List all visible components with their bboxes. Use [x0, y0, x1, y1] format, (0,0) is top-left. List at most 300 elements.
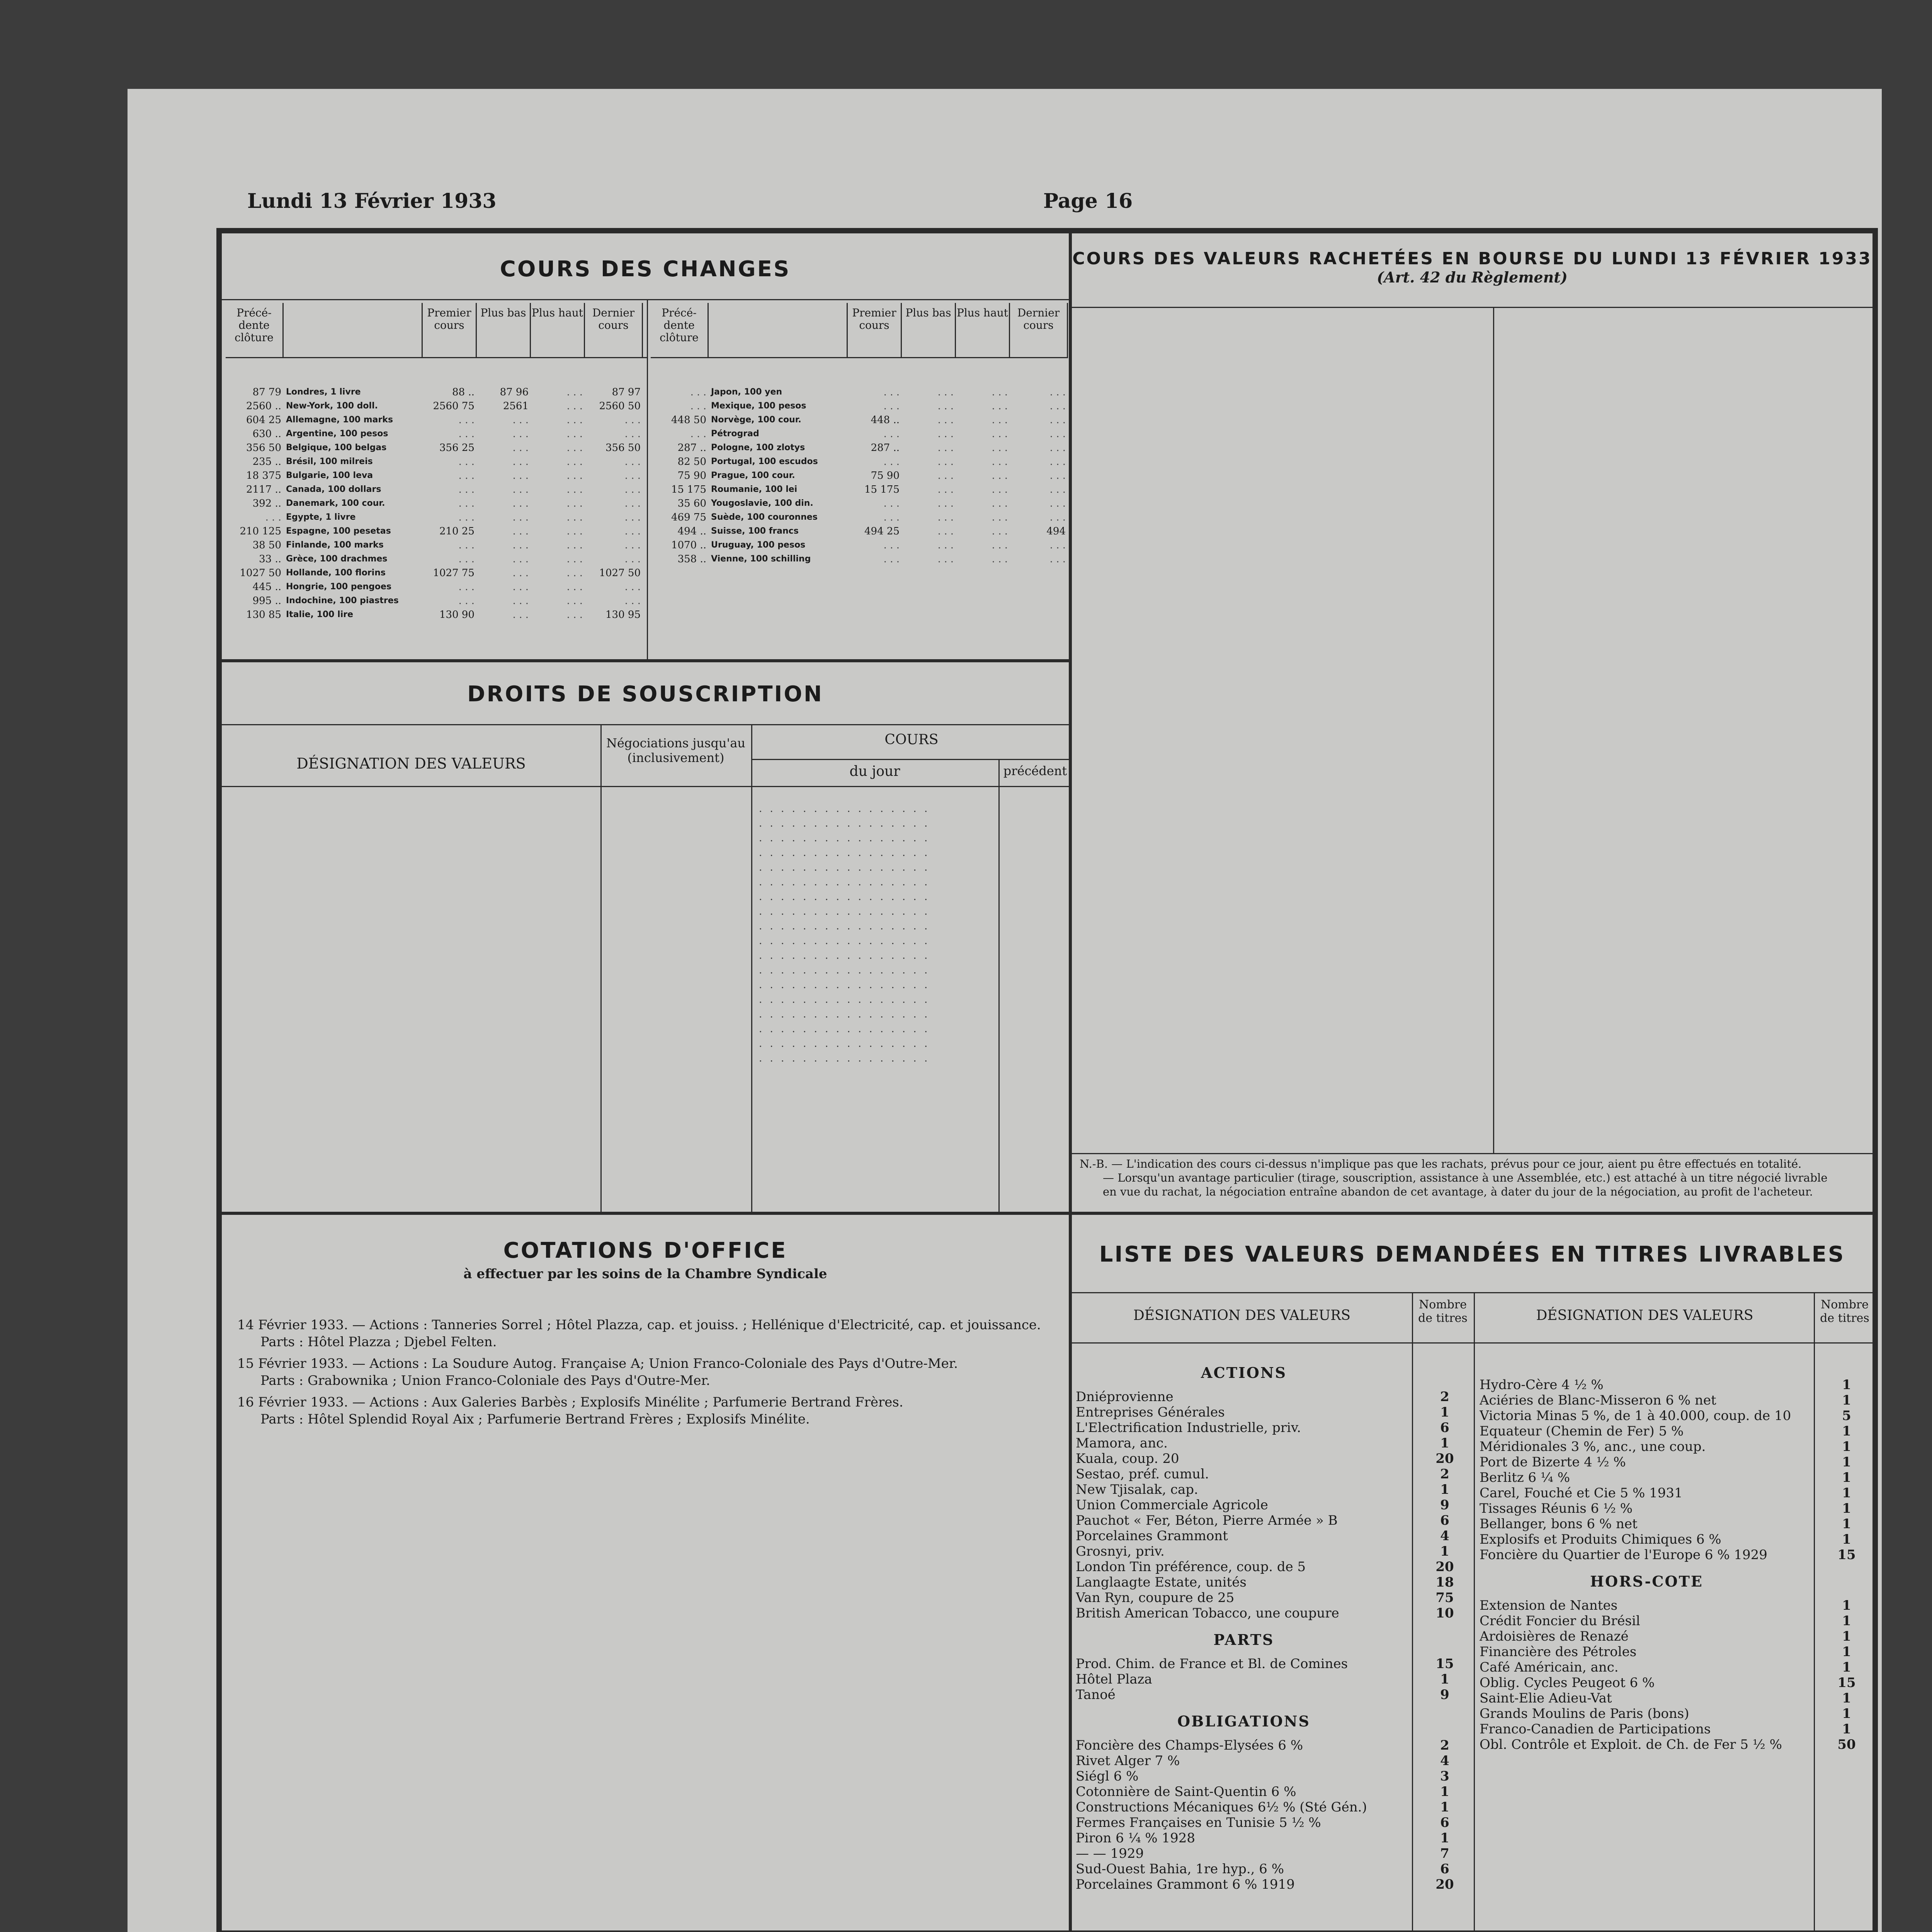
livrable-name: Hôtel Plaza [1076, 1672, 1152, 1687]
livrable-quantity: 1 [1842, 1470, 1851, 1485]
changes-cell-name: Uruguay, 100 pesos [711, 540, 806, 550]
livrable-name: Union Commerciale Agricole [1076, 1497, 1268, 1513]
changes-cell-high: . . . [992, 498, 1008, 509]
rachetees-nb [1080, 1157, 1868, 1199]
livrables-col-designation-right: DÉSIGNATION DES VALEURS [1536, 1308, 1753, 1323]
livrable-name: Sud-Ouest Bahia, 1re hyp., 6 % [1076, 1861, 1284, 1877]
changes-cell-last: . . . [1049, 512, 1066, 523]
changes-cell-low: . . . [937, 428, 954, 440]
livrable-name: Siégl 6 % [1076, 1769, 1139, 1784]
changes-cell-name: New-York, 100 doll. [286, 401, 378, 411]
changes-cell-name: Roumanie, 100 lei [711, 485, 798, 494]
livrable-quantity: 18 [1435, 1575, 1454, 1590]
changes-spacer [226, 358, 647, 385]
changes-row [226, 538, 647, 552]
livrable-item [1072, 1420, 1474, 1435]
changes-cell-high: . . . [566, 470, 583, 481]
changes-cell-low: . . . [512, 484, 529, 495]
changes-cell-low: 87 96 [500, 386, 529, 398]
livrable-item [1072, 1672, 1474, 1687]
changes-cell-first: . . . [883, 400, 900, 412]
changes-header-cell: Plus bas [477, 303, 531, 357]
livrable-name: Langlaagte Estate, unités [1076, 1575, 1247, 1590]
livrable-quantity: 1 [1842, 1485, 1851, 1501]
changes-cell-name: Bulgarie, 100 leva [286, 471, 373, 480]
souscription-dot-row: . . . . . . . . . . . . . . . . [759, 935, 930, 947]
changes-cell-first: . . . [883, 498, 900, 509]
livrable-section: OBLIGATIONS [1177, 1713, 1310, 1730]
changes-cell-prev: 1027 50 [240, 567, 281, 579]
changes-row [226, 580, 647, 594]
changes-cell-low: . . . [512, 526, 529, 537]
changes-cell-prev: 494 .. [677, 526, 706, 537]
changes-cell-low: . . . [512, 595, 529, 607]
changes-cell-last: . . . [1049, 498, 1066, 509]
changes-header-cell: Plus haut [531, 303, 585, 357]
changes-cell-first: . . . [458, 539, 474, 551]
changes-cell-low: . . . [937, 484, 954, 495]
rachetees-nb-1: N.-B. — L'indication des cours ci-dessus n'implique pas que les rachats, prévus pour ce jour, aient pu être effectués en totalité. [1080, 1157, 1802, 1170]
souscription-dot-row: . . . . . . . . . . . . . . . . [759, 862, 930, 873]
changes-cell-prev: 82 50 [677, 456, 706, 468]
livrable-item [1072, 1656, 1474, 1672]
changes-cell-last: . . . [1049, 428, 1066, 440]
changes-cell-name: Espagne, 100 pesetas [286, 526, 391, 536]
livrable-item [1476, 1485, 1874, 1501]
changes-cell-last: . . . [624, 456, 641, 468]
livrable-quantity: 1 [1440, 1799, 1449, 1815]
souscription-dot-row: . . . . . . . . . . . . . . . . [759, 876, 930, 888]
changes-cell-name: Egypte, 1 livre [286, 512, 356, 522]
changes-cell-first: . . . [458, 512, 474, 523]
livrable-quantity: 2 [1440, 1389, 1449, 1405]
changes-cell-prev: . . . [690, 386, 706, 398]
livrable-item [1072, 1861, 1474, 1877]
changes-cell-first: 130 90 [439, 609, 474, 621]
livrable-item [1072, 1590, 1474, 1605]
changes-cell-high: . . . [992, 470, 1008, 481]
changes-cell-last: 494 [1046, 526, 1066, 537]
livrable-item [1072, 1784, 1474, 1799]
changes-cell-first: 356 25 [439, 442, 474, 454]
livrable-quantity: 20 [1435, 1559, 1454, 1575]
changes-row [226, 441, 647, 455]
changes-cell-last: . . . [624, 414, 641, 426]
livrable-item [1476, 1547, 1874, 1563]
changes-cell-last: . . . [1049, 400, 1066, 412]
livrable-item [1476, 1706, 1874, 1721]
changes-cell-high: . . . [566, 484, 583, 495]
changes-cell-prev: 287 .. [677, 442, 706, 454]
changes-cell-low: . . . [512, 498, 529, 509]
cotation-entry: 16 Février 1933. — Actions : Aux Galeries Barbès ; Explosifs Minélite ; Parfumerie Bertrand Frères. [237, 1395, 903, 1410]
changes-cell-last: . . . [1049, 414, 1066, 426]
changes-cell-prev: 392 .. [252, 498, 281, 509]
changes-cell-last: . . . [624, 470, 641, 481]
livrable-name: Entreprises Générales [1076, 1405, 1225, 1420]
livrable-item [1476, 1393, 1874, 1408]
changes-cell-first: . . . [458, 498, 474, 509]
livrable-item [1072, 1605, 1474, 1621]
rachetees-subtitle: (Art. 42 du Règlement) [1377, 269, 1568, 286]
livrable-quantity: 4 [1440, 1753, 1449, 1769]
changes-row [651, 413, 1068, 427]
changes-cell-name: Argentine, 100 pesos [286, 429, 388, 439]
changes-cell-low: . . . [512, 567, 529, 579]
changes-cell-prev: 75 90 [677, 470, 706, 481]
changes-row [651, 399, 1068, 413]
souscription-dot-row: . . . . . . . . . . . . . . . . [759, 818, 930, 829]
livrable-name: Crédit Foncier du Brésil [1480, 1613, 1640, 1629]
cotations-title: COTATIONS D'OFFICE [503, 1238, 787, 1263]
changes-header-cell: Premier cours [848, 303, 902, 357]
changes-cell-name: Danemark, 100 cour. [286, 498, 385, 508]
livrable-item [1072, 1451, 1474, 1466]
livrable-quantity: 1 [1842, 1690, 1851, 1706]
livrable-name: Victoria Minas 5 %, de 1 à 40.000, coup. de 10 [1480, 1408, 1791, 1423]
changes-cell-first: 448 .. [871, 414, 900, 426]
livrable-quantity: 1 [1440, 1672, 1449, 1687]
cotation-entry: 15 Février 1933. — Actions : La Soudure Autog. Française A; Union Franco-Coloniale des Pays d'Outre-Mer. [237, 1356, 958, 1371]
livrable-quantity: 3 [1440, 1769, 1449, 1784]
livrable-name: Oblig. Cycles Peugeot 6 % [1480, 1675, 1655, 1690]
souscription-dot-row: . . . . . . . . . . . . . . . . [759, 979, 930, 991]
livrable-item [1476, 1423, 1874, 1439]
livrable-name: Franco-Canadien de Participations [1480, 1721, 1711, 1737]
changes-cell-name: Suisse, 100 francs [711, 526, 799, 536]
livrable-name: Financière des Pétroles [1480, 1644, 1637, 1660]
changes-cell-prev: 604 25 [246, 414, 281, 426]
changes-cell-last: . . . [1049, 484, 1066, 495]
livrable-name: British American Tobacco, une coupure [1076, 1605, 1339, 1621]
livrable-quantity: 50 [1837, 1737, 1856, 1752]
livrable-item [1476, 1501, 1874, 1516]
page-number: Page 16 [1043, 189, 1133, 213]
changes-cell-prev: 35 60 [677, 498, 706, 509]
changes-cell-name: Yougoslavie, 100 din. [711, 498, 813, 508]
livrable-quantity: 2 [1440, 1738, 1449, 1753]
livrable-name: Hydro-Cère 4 ½ % [1480, 1377, 1604, 1393]
changes-cell-low: . . . [937, 386, 954, 398]
livrable-name: Cotonnière de Saint-Quentin 6 % [1076, 1784, 1296, 1799]
cotations-subtitle: à effectuer par les soins de la Chambre Syndicale [463, 1266, 827, 1282]
changes-cell-prev: 469 75 [671, 512, 706, 523]
changes-cell-high: . . . [566, 400, 583, 412]
livrable-quantity: 75 [1435, 1590, 1454, 1605]
changes-cell-last: . . . [624, 539, 641, 551]
livrable-name: Foncière du Quartier de l'Europe 6 % 1929 [1480, 1547, 1767, 1563]
changes-row [651, 497, 1068, 510]
changes-row [226, 399, 647, 413]
changes-cell-first: . . . [458, 470, 474, 481]
changes-cell-prev: 2560 .. [246, 400, 281, 412]
changes-cell-first: . . . [458, 414, 474, 426]
rachetees-panel [1070, 232, 1874, 1213]
changes-row [226, 524, 647, 538]
livrable-quantity: 1 [1842, 1454, 1851, 1470]
changes-row [226, 427, 647, 441]
changes-cell-last: . . . [1049, 539, 1066, 551]
souscription-dot-row: . . . . . . . . . . . . . . . . [759, 994, 930, 1005]
changes-cell-first: . . . [883, 539, 900, 551]
changes-row [226, 483, 647, 497]
livrable-quantity: 6 [1440, 1420, 1449, 1435]
col-cours: COURS [884, 732, 939, 748]
livrable-quantity: 1 [1440, 1435, 1449, 1451]
changes-cell-last: . . . [624, 512, 641, 523]
changes-cell-first: . . . [458, 553, 474, 565]
changes-row [226, 413, 647, 427]
livrable-quantity: 1 [1842, 1516, 1851, 1532]
souscription-title: DROITS DE SOUSCRIPTION [467, 682, 823, 707]
livrable-item [1476, 1613, 1874, 1629]
changes-cell-prev: . . . [265, 512, 281, 523]
livrables-col-designation-left: DÉSIGNATION DES VALEURS [1133, 1308, 1351, 1323]
livrable-item [1072, 1466, 1474, 1482]
souscription-panel [220, 661, 1070, 1213]
changes-cell-prev: 2117 .. [246, 484, 281, 495]
changes-cell-prev: . . . [690, 428, 706, 440]
changes-cell-prev: 18 375 [246, 470, 281, 481]
livrables-left-list [1072, 1354, 1474, 1892]
changes-cell-last: . . . [1049, 386, 1066, 398]
changes-cell-name: Vienne, 100 schilling [711, 554, 811, 564]
changes-cell-prev: 235 .. [252, 456, 281, 468]
livrable-name: Dniéprovienne [1076, 1389, 1173, 1405]
livrable-item [1072, 1769, 1474, 1784]
livrable-quantity: 15 [1435, 1656, 1454, 1672]
changes-cell-last: . . . [624, 553, 641, 565]
changes-cell-low: . . . [512, 428, 529, 440]
livrable-item [1476, 1721, 1874, 1737]
livrable-quantity: 1 [1842, 1660, 1851, 1675]
livrable-quantity: 6 [1440, 1815, 1449, 1830]
livrable-quantity: 1 [1842, 1439, 1851, 1454]
livrable-name: Obl. Contrôle et Exploit. de Ch. de Fer 5 ½ % [1480, 1737, 1782, 1752]
col-du-jour: du jour [849, 764, 900, 779]
livrable-item [1072, 1575, 1474, 1590]
changes-row [651, 538, 1068, 552]
souscription-dot-row: . . . . . . . . . . . . . . . . [759, 803, 930, 815]
changes-cell-last: . . . [624, 484, 641, 495]
changes-header-row [226, 303, 647, 358]
changes-cell-high: . . . [566, 553, 583, 565]
changes-cell-first: . . . [458, 581, 474, 593]
changes-cell-high: . . . [992, 442, 1008, 454]
livrable-item [1072, 1753, 1474, 1769]
livrables-title: LISTE DES VALEURS DEMANDÉES EN TITRES LIVRABLES [1099, 1242, 1845, 1267]
changes-row [226, 566, 647, 580]
souscription-dot-row: . . . . . . . . . . . . . . . . [759, 906, 930, 917]
livrable-name: Prod. Chim. de France et Bl. de Comines [1076, 1656, 1348, 1672]
col-precedent: précédent [1003, 764, 1067, 778]
changes-cell-low: . . . [512, 609, 529, 621]
changes-cell-high: . . . [992, 512, 1008, 523]
changes-cell-first: 494 25 [864, 526, 900, 537]
changes-row [226, 455, 647, 469]
souscription-dot-row: . . . . . . . . . . . . . . . . [759, 920, 930, 932]
livrable-item [1072, 1559, 1474, 1575]
page-header [240, 189, 1893, 220]
changes-cell-name: Norvège, 100 cour. [711, 415, 801, 425]
livrable-name: Constructions Mécaniques 6½ % (Sté Gén.) [1076, 1799, 1367, 1815]
changes-cell-name: Brésil, 100 milreis [286, 457, 373, 466]
livrable-item [1072, 1497, 1474, 1513]
changes-cell-first: . . . [883, 428, 900, 440]
changes-header-cell [284, 303, 423, 357]
livrable-item [1072, 1738, 1474, 1753]
souscription-dot-row: . . . . . . . . . . . . . . . . [759, 950, 930, 961]
livrable-item [1476, 1644, 1874, 1660]
changes-cell-name: Mexique, 100 pesos [711, 401, 806, 411]
livrable-name: Berlitz 6 ¼ % [1480, 1470, 1570, 1485]
changes-cell-name: Portugal, 100 escudos [711, 457, 818, 466]
changes-row [226, 469, 647, 483]
changes-header-cell: Dernier cours [585, 303, 643, 357]
livrable-name: Carel, Fouché et Cie 5 % 1931 [1480, 1485, 1683, 1501]
souscription-dot-row: . . . . . . . . . . . . . . . . [759, 891, 930, 903]
changes-cell-high: . . . [992, 484, 1008, 495]
changes-spacer [651, 358, 1068, 385]
souscription-dots [759, 801, 991, 1066]
changes-row [226, 385, 647, 399]
livrable-item [1072, 1799, 1474, 1815]
changes-cell-low: . . . [512, 581, 529, 593]
livrable-item [1072, 1405, 1474, 1420]
livrable-item [1476, 1737, 1874, 1752]
livrable-quantity: 1 [1440, 1784, 1449, 1799]
changes-cell-last: 2560 50 [599, 400, 641, 412]
changes-cell-first: 88 .. [452, 386, 474, 398]
livrable-item [1072, 1513, 1474, 1528]
changes-cell-first: . . . [883, 456, 900, 468]
changes-cell-name: Belgique, 100 belgas [286, 443, 387, 452]
rachetees-title: COURS DES VALEURS RACHETÉES EN BOURSE DU LUNDI 13 FÉVRIER 1933 [1072, 249, 1872, 269]
livrables-panel [1070, 1213, 1874, 1932]
changes-cell-low: . . . [512, 470, 529, 481]
page-date: Lundi 13 Février 1933 [247, 189, 497, 213]
changes-row [226, 552, 647, 566]
livrable-quantity: 15 [1837, 1675, 1856, 1690]
changes-cell-high: . . . [566, 428, 583, 440]
livrables-right-list [1476, 1354, 1874, 1752]
livrable-item [1476, 1408, 1874, 1423]
changes-cell-low: . . . [937, 498, 954, 509]
changes-cell-low: . . . [937, 526, 954, 537]
livrable-item [1476, 1454, 1874, 1470]
changes-cell-prev: 1070 .. [671, 539, 706, 551]
changes-cell-last: . . . [1049, 553, 1066, 565]
changes-cell-high: . . . [992, 456, 1008, 468]
changes-header-cell [709, 303, 848, 357]
changes-cell-low: . . . [937, 400, 954, 412]
changes-cell-low: . . . [937, 470, 954, 481]
cotation-entry: Parts : Hôtel Splendid Royal Aix ; Parfumerie Bertrand Frères ; Explosifs Minélite. [260, 1412, 810, 1427]
livrables-col-nombre-left: Nombre de titres [1418, 1298, 1468, 1325]
livrable-item [1072, 1830, 1474, 1846]
livrable-name: Kuala, coup. 20 [1076, 1451, 1179, 1466]
livrable-name: Porcelaines Grammont 6 % 1919 [1076, 1877, 1295, 1892]
changes-row [651, 427, 1068, 441]
changes-cell-prev: 87 79 [252, 386, 281, 398]
changes-cell-low: 2561 [503, 400, 529, 412]
changes-cell-prev: 356 50 [246, 442, 281, 454]
livrable-spacer [1476, 1354, 1874, 1377]
changes-cell-high: . . . [566, 526, 583, 537]
livrable-quantity: 4 [1440, 1528, 1449, 1544]
changes-cell-high: . . . [566, 595, 583, 607]
changes-header-cell: Plus haut [956, 303, 1010, 357]
livrable-name: Porcelaines Grammont [1076, 1528, 1228, 1544]
changes-cell-high: . . . [566, 512, 583, 523]
changes-cell-first: . . . [458, 484, 474, 495]
changes-header-cell: Précé-dente clôture [651, 303, 709, 357]
livrable-name: — — 1929 [1076, 1846, 1144, 1861]
changes-cell-first: . . . [458, 428, 474, 440]
changes-cell-high: . . . [566, 498, 583, 509]
changes-cell-high: . . . [566, 581, 583, 593]
changes-row [226, 594, 647, 608]
changes-cell-high: . . . [566, 609, 583, 621]
livrable-item [1476, 1660, 1874, 1675]
livrable-name: Café Américain, anc. [1480, 1660, 1619, 1675]
livrable-name: Ardoisières de Renazé [1480, 1629, 1629, 1644]
changes-row [651, 469, 1068, 483]
livrable-name: Extension de Nantes [1480, 1598, 1618, 1613]
livrable-name: Saint-Elie Adieu-Vat [1480, 1690, 1612, 1706]
livrable-name: Aciéries de Blanc-Misseron 6 % net [1480, 1393, 1716, 1408]
changes-cell-prev: 130 85 [246, 609, 281, 621]
col-designation: DÉSIGNATION DES VALEURS [296, 755, 526, 772]
livrable-quantity: 9 [1440, 1687, 1449, 1702]
changes-cell-low: . . . [937, 442, 954, 454]
livrable-name: Fermes Françaises en Tunisie 5 ½ % [1076, 1815, 1321, 1830]
livrable-section: PARTS [1213, 1631, 1274, 1648]
changes-cell-low: . . . [937, 456, 954, 468]
changes-row [226, 608, 647, 622]
livrable-name: Piron 6 ¼ % 1928 [1076, 1830, 1196, 1846]
livrable-item [1476, 1470, 1874, 1485]
changes-cell-name: Indochine, 100 piastres [286, 596, 399, 605]
changes-row [651, 483, 1068, 497]
changes-cell-first: . . . [883, 512, 900, 523]
changes-row [651, 385, 1068, 399]
livrable-section: HORS-COTE [1590, 1573, 1703, 1590]
livrable-quantity: 1 [1440, 1544, 1449, 1559]
changes-cell-prev: 210 125 [240, 526, 281, 537]
livrable-name: Bellanger, bons 6 % net [1480, 1516, 1638, 1532]
livrable-quantity: 9 [1440, 1497, 1449, 1513]
livrable-name: Explosifs et Produits Chimiques 6 % [1480, 1532, 1721, 1547]
changes-row [226, 510, 647, 524]
changes-cell-last: . . . [624, 428, 641, 440]
livrable-item [1072, 1815, 1474, 1830]
livrable-quantity: 1 [1842, 1377, 1851, 1393]
changes-header-cell: Premier cours [423, 303, 477, 357]
livrable-quantity: 1 [1842, 1613, 1851, 1629]
changes-left-table [226, 303, 647, 622]
livrable-quantity: 10 [1435, 1605, 1454, 1621]
changes-cell-high: . . . [566, 386, 583, 398]
changes-cell-name: Italie, 100 lire [286, 610, 354, 619]
souscription-dot-row: . . . . . . . . . . . . . . . . [759, 1053, 930, 1064]
changes-cell-name: Pétrograd [711, 429, 759, 439]
changes-cell-prev: 358 .. [677, 553, 706, 565]
livrable-name: Tissages Réunis 6 ½ % [1480, 1501, 1633, 1516]
changes-cell-prev: 15 175 [671, 484, 706, 495]
livrable-item [1476, 1516, 1874, 1532]
livrable-name: New Tjisalak, cap. [1076, 1482, 1198, 1497]
